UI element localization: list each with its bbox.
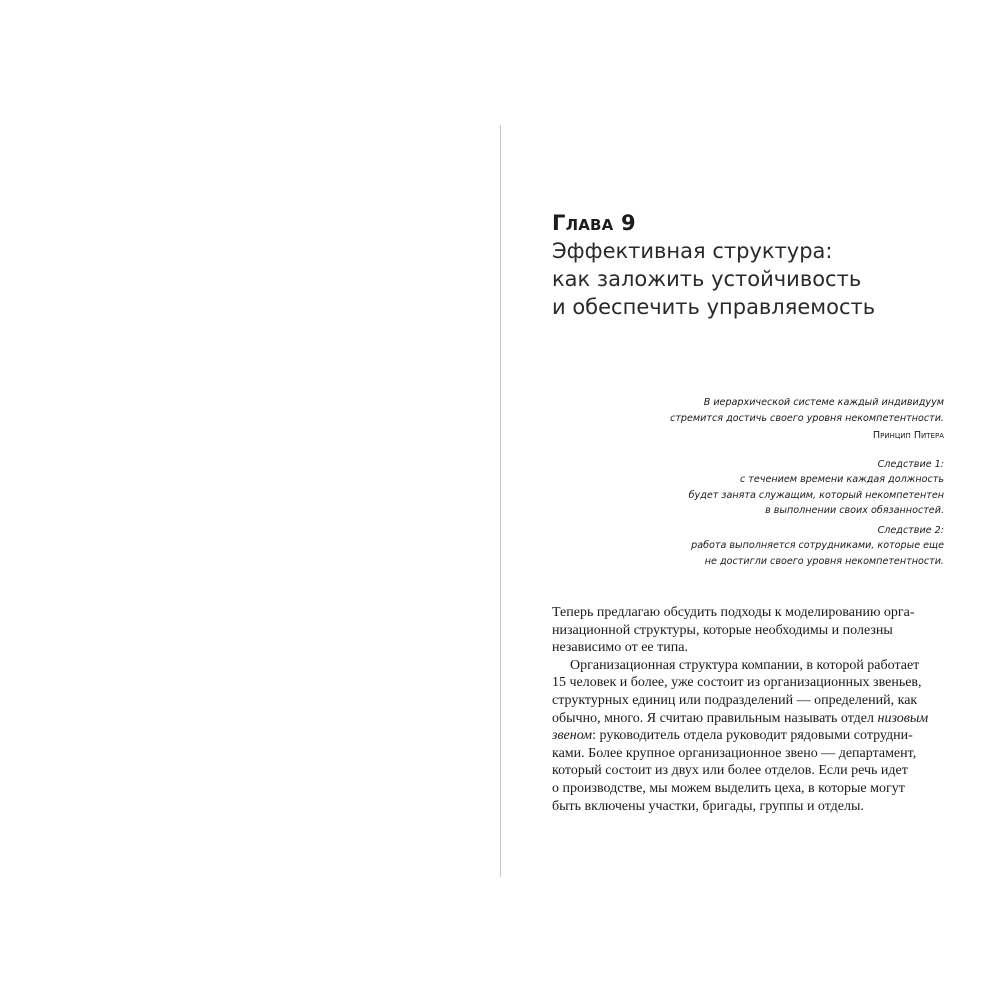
text-line: независимо от ее типа.: [552, 640, 688, 656]
corollary-1-line: с течением времени каждая должность: [739, 474, 944, 485]
text-run: обычно, много. Я считаю правильным называть отдел: [552, 710, 878, 726]
text-line: который состоит из двух или более отделов. Если речь идет: [552, 763, 908, 779]
epigraph: [552, 395, 944, 569]
epigraph-source: Принцип Питера: [872, 430, 944, 441]
right-page: [552, 210, 944, 815]
corollary-2-line: работа выполняется сотрудниками, которые еще: [691, 540, 944, 551]
text-line: ками. Более крупное организационное звено — департамент,: [552, 745, 917, 761]
emphasis-text: низовым: [877, 710, 929, 726]
chapter-title-line: как заложить устойчивость: [552, 267, 862, 291]
text-line: Теперь предлагаю обсудить подходы к моделированию орга-: [552, 605, 915, 620]
body-text: [552, 604, 929, 815]
corollary-2-line: не достигли своего уровня некомпетентности.: [704, 555, 944, 567]
text-line: Организационная структура компании, в которой работает: [570, 657, 920, 673]
chapter-label: Глава 9: [552, 211, 636, 235]
text-line: о производстве, мы можем выделить цеха, в которые могут: [552, 780, 905, 796]
text-line: структурных единиц или подразделений — определений, как: [552, 692, 918, 708]
chapter-title-line: и обеспечить управляемость: [552, 295, 876, 319]
corollary-1-line: в выполнении своих обязанностей.: [765, 505, 944, 516]
text-line: 15 человек и более, уже состоит из организационных звеньев,: [552, 675, 922, 691]
chapter-title: [552, 237, 932, 321]
corollary-2-heading: Следствие 2:: [877, 524, 944, 536]
chapter-title-line: Эффективная структура:: [552, 239, 833, 263]
corollary-1-line: будет занята служащим, который некомпетентен: [688, 489, 944, 501]
text-run: : руководитель отдела руководит рядовыми сотрудни-: [592, 728, 913, 744]
epigraph-quote-line: В иерархической системе каждый индивидуум: [703, 397, 944, 408]
paragraph-1: [552, 604, 924, 657]
text-line: [552, 727, 924, 745]
text-line: быть включены участки, бригады, группы и отделы.: [552, 798, 864, 814]
corollary-1-heading: Следствие 1:: [877, 458, 944, 470]
epigraph-quote-line: стремится достичь своего уровня некомпетентности.: [670, 412, 944, 424]
text-line: низационной структуры, которые необходимы и полезны: [552, 622, 893, 638]
emphasis-text: звеном: [552, 728, 593, 744]
text-line: [552, 710, 929, 728]
page-gutter-divider: [500, 125, 501, 877]
paragraph-2: [552, 657, 929, 815]
